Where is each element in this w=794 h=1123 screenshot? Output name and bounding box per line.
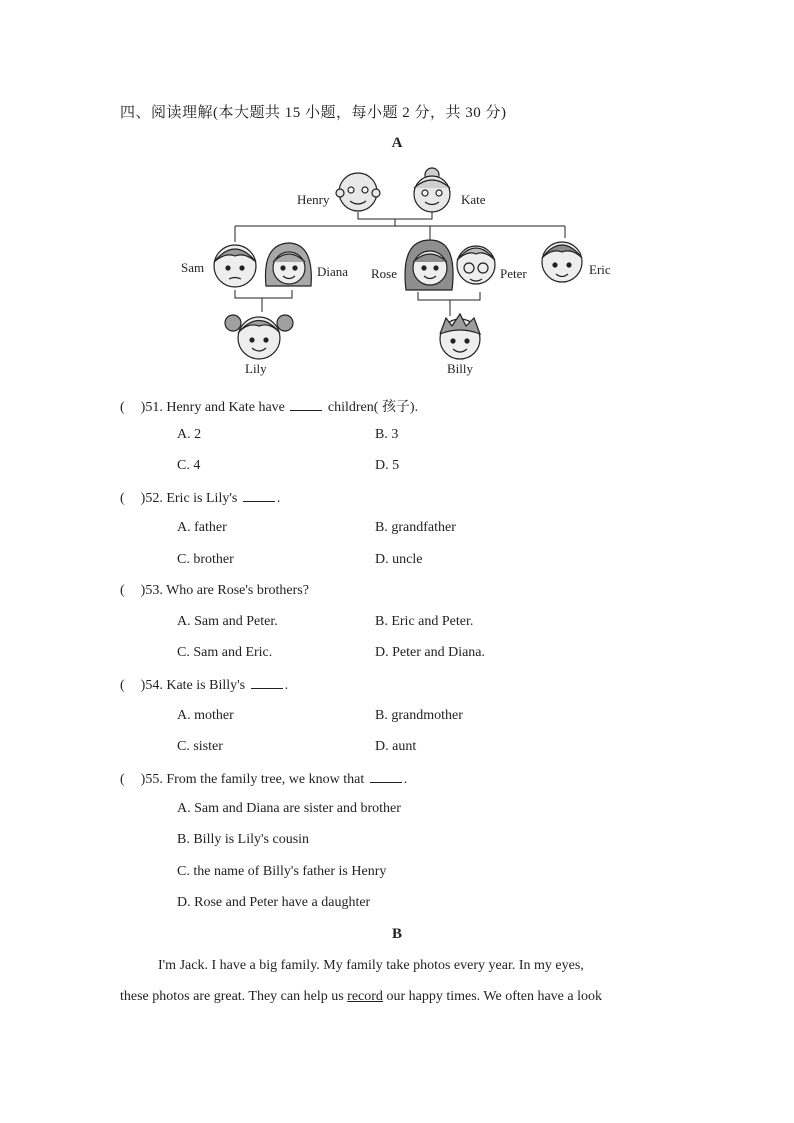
name-henry: Henry (297, 192, 330, 207)
answer-paren-open[interactable]: ( (120, 583, 125, 598)
option-53-b[interactable]: B. Eric and Peter. (375, 614, 474, 629)
question-51: ( )51. Henry and Kate have children( 孩子). (120, 400, 419, 415)
option-55-c[interactable]: C. the name of Billy's father is Henry (177, 864, 387, 879)
underlined-word: record (347, 989, 383, 1004)
rose-peter-link (418, 292, 480, 300)
section-heading: 四、阅读理解(本大题共 15 小题，每小题 2 分，共 30 分) (120, 105, 507, 121)
question-55: ( )55. From the family tree, we know that . (120, 772, 408, 787)
option-53-c[interactable]: C. Sam and Eric. (177, 645, 273, 660)
answer-blank[interactable] (243, 489, 275, 502)
option-55-d[interactable]: D. Rose and Peter have a daughter (177, 895, 371, 910)
passage-a-label: A (391, 135, 403, 151)
lily-face-icon (225, 315, 293, 359)
name-billy: Billy (447, 361, 474, 376)
name-peter: Peter (500, 266, 527, 281)
answer-blank[interactable] (370, 770, 402, 783)
name-rose: Rose (371, 266, 397, 281)
question-stem: 55. From the family tree, we know that (145, 772, 365, 787)
question-stem: 51. Henry and Kate have (145, 400, 285, 415)
henry-face-icon (336, 173, 380, 211)
option-54-c[interactable]: C. sister (177, 739, 223, 754)
option-55-a[interactable]: A. Sam and Diana are sister and brother (177, 801, 401, 816)
passage-b-label: B (391, 926, 402, 942)
name-diana: Diana (317, 264, 349, 279)
kate-face-icon (414, 168, 450, 212)
name-eric: Eric (589, 262, 611, 277)
answer-blank[interactable] (251, 676, 283, 689)
question-stem: 52. Eric is Lily's (145, 491, 238, 506)
passage-b-text (120, 950, 672, 1012)
option-52-d[interactable]: D. uncle (375, 552, 423, 567)
option-54-a[interactable]: A. mother (177, 708, 234, 723)
family-tree-diagram (0, 0, 794, 390)
eric-face-icon (542, 242, 582, 282)
question-54: ( )54. Kate is Billy's . (120, 678, 289, 693)
question-52: ( )52. Eric is Lily's . (120, 491, 281, 506)
answer-paren-open[interactable]: ( (120, 678, 125, 693)
option-51-d[interactable]: D. 5 (375, 458, 400, 473)
grandparents-link (358, 212, 432, 219)
passage-b-line-1: I'm Jack. I have a big family. My family take photos every year. In my eyes, (158, 958, 584, 973)
name-lily: Lily (245, 361, 267, 376)
peter-face-icon (457, 246, 495, 284)
passage-b-line-2: these photos are great. They can help us record our happy times. We often have a look (120, 989, 602, 1004)
name-sam: Sam (181, 260, 205, 275)
question-53: ( )53. Who are Rose's brothers? (120, 583, 309, 598)
rose-face-icon (405, 240, 453, 290)
option-54-d[interactable]: D. aunt (375, 739, 417, 754)
option-51-b[interactable]: B. 3 (375, 427, 399, 442)
answer-blank[interactable] (290, 398, 322, 411)
answer-paren-open[interactable]: ( (120, 400, 125, 415)
answer-paren-open[interactable]: ( (120, 772, 125, 787)
option-52-a[interactable]: A. father (177, 520, 227, 535)
name-kate: Kate (461, 192, 486, 207)
question-stem: 53. Who are Rose's brothers? (145, 583, 309, 598)
option-55-b[interactable]: B. Billy is Lily's cousin (177, 832, 310, 847)
answer-paren-open[interactable]: ( (120, 491, 125, 506)
option-54-b[interactable]: B. grandmother (375, 708, 463, 723)
option-53-a[interactable]: A. Sam and Peter. (177, 614, 278, 629)
option-51-c[interactable]: C. 4 (177, 458, 201, 473)
question-stem: 54. Kate is Billy's (145, 678, 246, 693)
sam-face-icon (214, 245, 256, 287)
diana-face-icon (265, 243, 311, 286)
option-53-d[interactable]: D. Peter and Diana. (375, 645, 486, 660)
option-51-a[interactable]: A. 2 (177, 427, 202, 442)
option-52-b[interactable]: B. grandfather (375, 520, 456, 535)
billy-face-icon (440, 314, 480, 359)
sam-diana-link (235, 290, 292, 298)
option-52-c[interactable]: C. brother (177, 552, 234, 567)
